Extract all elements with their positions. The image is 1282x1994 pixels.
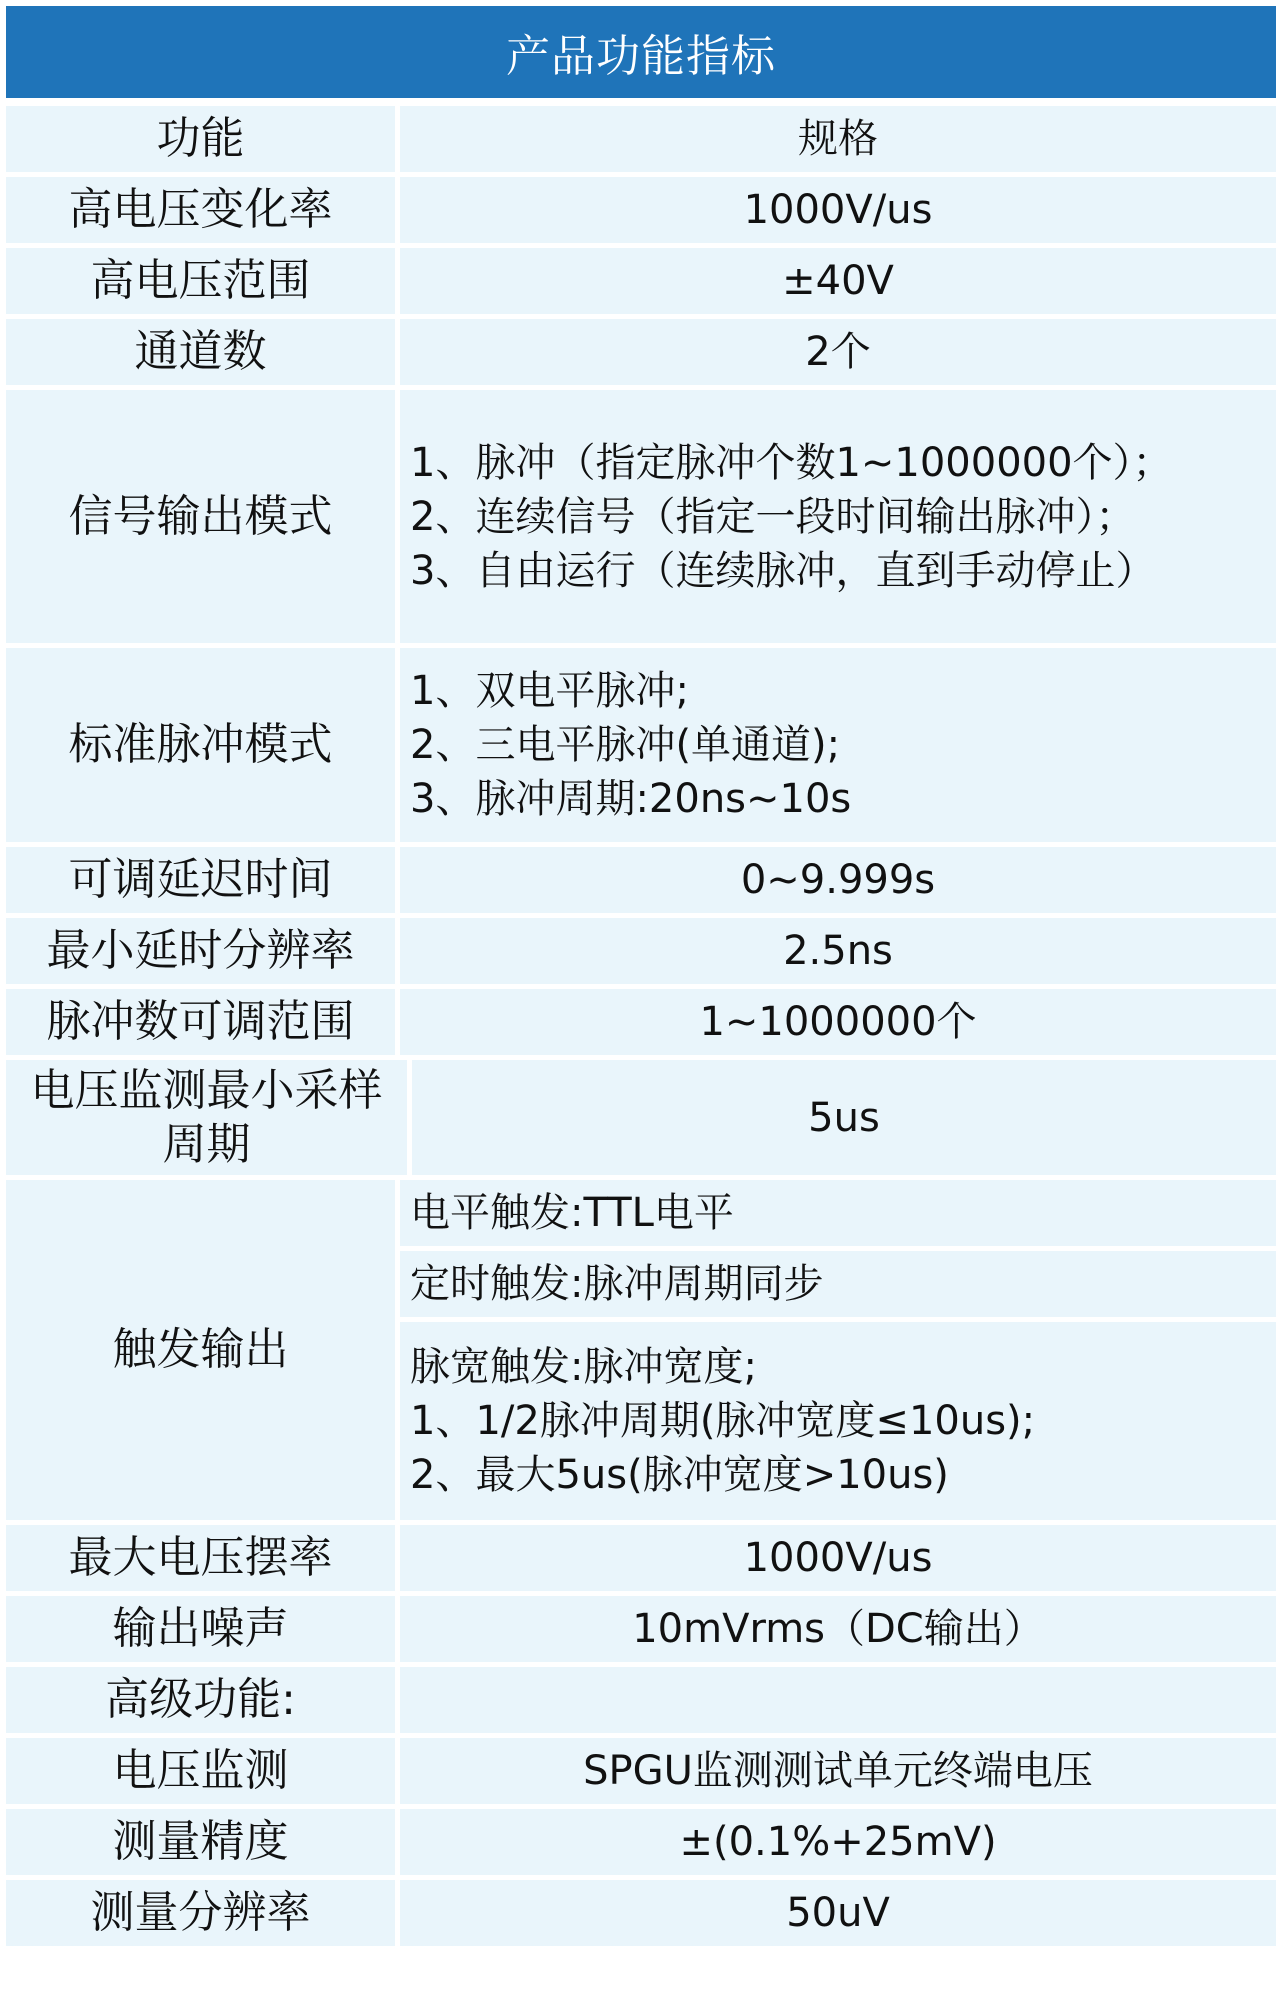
header-spec: 规格 — [798, 116, 878, 162]
row-label: 脉冲数可调范围 — [6, 989, 400, 1055]
row-value: 2.5ns — [783, 928, 893, 974]
table-row — [6, 1055, 1276, 1175]
row-label: 最小延时分辨率 — [6, 918, 400, 984]
row-value: 0~9.999s — [740, 857, 936, 903]
row-label: 测量分辨率 — [6, 1880, 400, 1946]
table-row — [6, 1733, 1276, 1804]
row-value — [400, 648, 1276, 842]
row-value: ±40V — [782, 258, 894, 304]
value-line: 3、脉冲周期:20ns~10s — [410, 776, 852, 822]
table-row — [6, 385, 1276, 643]
row-label: 可调延迟时间 — [6, 847, 400, 913]
row-value — [400, 390, 1276, 643]
header-function: 功能 — [6, 106, 400, 172]
row-value: ±(0.1%+25mV) — [679, 1819, 997, 1865]
row-value — [400, 1667, 1276, 1733]
value-line: 3、自由运行（连续脉冲，直到手动停止） — [410, 547, 1156, 594]
table-row — [6, 1175, 1276, 1520]
row-label: 高电压变化率 — [6, 177, 400, 243]
table-row — [6, 913, 1276, 984]
row-label: 高电压范围 — [6, 248, 400, 314]
row-value: 1000V/us — [743, 187, 933, 233]
row-value: 2个 — [805, 329, 871, 375]
table-title: 产品功能指标 — [6, 6, 1276, 98]
value-line: 2、三电平脉冲(单通道); — [410, 722, 841, 768]
row-label: 电压监测 — [6, 1738, 400, 1804]
row-value: 10mVrms（DC输出） — [632, 1606, 1044, 1652]
row-label: 测量精度 — [6, 1809, 400, 1875]
row-value: 1000V/us — [743, 1535, 933, 1581]
row-value: 50uV — [786, 1890, 890, 1936]
row-value: SPGU监测测试单元终端电压 — [583, 1748, 1093, 1794]
row-label: 信号输出模式 — [6, 390, 400, 643]
value-line: 定时触发:脉冲周期同步 — [410, 1261, 824, 1307]
value-line: 1、脉冲（指定脉冲个数1~1000000个）； — [410, 439, 1173, 486]
row-value: 5us — [808, 1094, 880, 1141]
table-row — [6, 314, 1276, 385]
row-value: 1~1000000个 — [699, 999, 977, 1045]
sub-row — [400, 1180, 1276, 1246]
row-label: 高级功能: — [6, 1667, 400, 1733]
table-row — [6, 1662, 1276, 1733]
sub-row — [400, 1317, 1276, 1520]
row-label: 标准脉冲模式 — [6, 648, 400, 842]
row-label: 最大电压摆率 — [6, 1525, 400, 1591]
row-label: 通道数 — [6, 319, 400, 385]
row-label: 输出噪声 — [6, 1596, 400, 1662]
header-row — [6, 98, 1276, 172]
table-row — [6, 984, 1276, 1055]
value-line: 1、1/2脉冲周期(脉冲宽度≤10us); — [410, 1398, 1036, 1444]
value-line: 2、最大5us(脉冲宽度>10us) — [410, 1452, 949, 1498]
sub-row — [400, 1246, 1276, 1317]
table-row — [6, 172, 1276, 243]
value-line: 1、双电平脉冲; — [410, 668, 689, 714]
table-row — [6, 842, 1276, 913]
table-row — [6, 1520, 1276, 1591]
table-row — [6, 1875, 1276, 1946]
table-row — [6, 1804, 1276, 1875]
value-line: 电平触发:TTL电平 — [410, 1190, 734, 1236]
table-row — [6, 643, 1276, 842]
row-label: 电压监测最小采样周期 — [6, 1060, 412, 1175]
table-row — [6, 243, 1276, 314]
table-row — [6, 1591, 1276, 1662]
spec-table — [6, 6, 1276, 1946]
value-line: 2、连续信号（指定一段时间输出脉冲）； — [410, 493, 1136, 540]
row-label: 触发输出 — [6, 1180, 400, 1520]
trigger-sub-rows — [400, 1180, 1276, 1520]
value-line: 脉宽触发:脉冲宽度; — [410, 1344, 757, 1390]
